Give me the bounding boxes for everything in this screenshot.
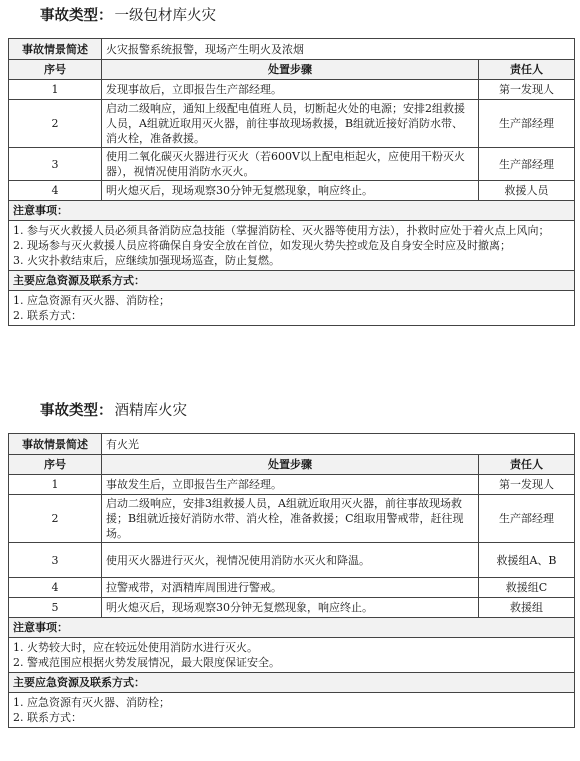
row-number: 3: [9, 543, 102, 578]
row-step: 拉警戒带，对酒精库周围进行警戒。: [102, 578, 479, 598]
row-step: 使用灭火器进行灭火，视情况使用消防水灭火和降温。: [102, 543, 479, 578]
row-number: 2: [9, 100, 102, 148]
row-number: 5: [9, 598, 102, 618]
row-person: 救援人员: [479, 181, 575, 201]
row-person: 救援组: [479, 598, 575, 618]
incident-type-label: 事故类型：: [40, 403, 113, 419]
summary-value: 有火光: [102, 434, 575, 455]
column-header-no: 序号: [9, 60, 102, 80]
column-header-person: 责任人: [479, 455, 575, 475]
row-person: 生产部经理: [479, 495, 575, 543]
incident-type-line-2: [40, 401, 187, 421]
resources-block: [9, 693, 575, 728]
table-row: [9, 495, 575, 543]
note-item: 1. 参与灭火救援人员必须具备消防应急技能（掌握消防栓、灭火器等使用方法），扑救时应处于着火点上风向；: [13, 224, 550, 237]
table-row: [9, 578, 575, 598]
incident-type-value: 酒精库火灾: [114, 403, 187, 419]
row-step: 使用二氧化碳灭火器进行灭火（若600V以上配电柜起火，应使用干粉灭火器），视情况使用消防水灭火。: [102, 148, 479, 181]
resources-block: [9, 291, 575, 326]
table-row: [9, 475, 575, 495]
row-step: 明火熄灭后，现场观察30分钟无复燃现象，响应终止。: [102, 598, 479, 618]
incident-type-value: 一级包材库火灾: [114, 8, 216, 24]
notes-title: 注意事项：: [9, 618, 575, 638]
row-number: 4: [9, 578, 102, 598]
resource-item: 1. 应急资源有灭火器、消防栓；: [13, 696, 170, 709]
table-row: [9, 181, 575, 201]
row-step: 明火熄灭后，现场观察30分钟无复燃现象，响应终止。: [102, 181, 479, 201]
row-person: 第一发现人: [479, 475, 575, 495]
notes-title: 注意事项：: [9, 201, 575, 221]
note-item: 1. 火势较大时，应在较远处使用消防水进行灭火。: [13, 641, 258, 654]
row-person: 救援组C: [479, 578, 575, 598]
row-number: 2: [9, 495, 102, 543]
row-step: 事故发生后，立即报告生产部经理。: [102, 475, 479, 495]
row-person: 第一发现人: [479, 80, 575, 100]
row-person: 生产部经理: [479, 100, 575, 148]
incident-table-1: [8, 38, 574, 326]
incident-type-label: 事故类型：: [40, 8, 113, 24]
resource-item: 2. 联系方式：: [13, 711, 82, 724]
note-item: 3. 火灾扑救结束后，应继续加强现场巡查，防止复燃。: [13, 254, 280, 267]
notes-block: [9, 221, 575, 271]
column-header-step: 处置步骤: [102, 60, 479, 80]
column-header-step: 处置步骤: [102, 455, 479, 475]
row-number: 3: [9, 148, 102, 181]
row-step: 发现事故后，立即报告生产部经理。: [102, 80, 479, 100]
row-person: 生产部经理: [479, 148, 575, 181]
column-header-no: 序号: [9, 455, 102, 475]
resource-item: 1. 应急资源有灭火器、消防栓；: [13, 294, 170, 307]
table-row: [9, 598, 575, 618]
resources-title: 主要应急资源及联系方式：: [9, 673, 575, 693]
note-item: 2. 警戒范围应根据火势发展情况，最大限度保证安全。: [13, 656, 280, 669]
notes-block: [9, 638, 575, 673]
column-header-person: 责任人: [479, 60, 575, 80]
row-step: 启动二级响应，安排3组救援人员，A组就近取用灭火器，前往事故现场救援；B组就近接好消防水带、消火栓，准备救援；C组取用警戒带，赶往现场。: [102, 495, 479, 543]
table-row: [9, 148, 575, 181]
summary-label: 事故情景简述: [9, 434, 102, 455]
incident-type-line-1: [40, 6, 216, 26]
row-number: 1: [9, 80, 102, 100]
table-row: [9, 543, 575, 578]
summary-label: 事故情景简述: [9, 39, 102, 60]
resource-item: 2. 联系方式：: [13, 309, 82, 322]
incident-table-2: [8, 433, 574, 728]
row-step: 启动二级响应，通知上级配电值班人员，切断起火处的电源；安排2组救援人员，A组就近取用灭火器，前往事故现场救援，B组就近接好消防水带、消火栓，准备救援。: [102, 100, 479, 148]
row-number: 4: [9, 181, 102, 201]
note-item: 2. 现场参与灭火救援人员应将确保自身安全放在首位，如发现火势失控或危及自身安全时应及时撤离；: [13, 239, 511, 252]
row-number: 1: [9, 475, 102, 495]
table-row: [9, 80, 575, 100]
resources-title: 主要应急资源及联系方式：: [9, 271, 575, 291]
row-person: 救援组A、B: [479, 543, 575, 578]
table-row: [9, 100, 575, 148]
summary-value: 火灾报警系统报警，现场产生明火及浓烟: [102, 39, 575, 60]
